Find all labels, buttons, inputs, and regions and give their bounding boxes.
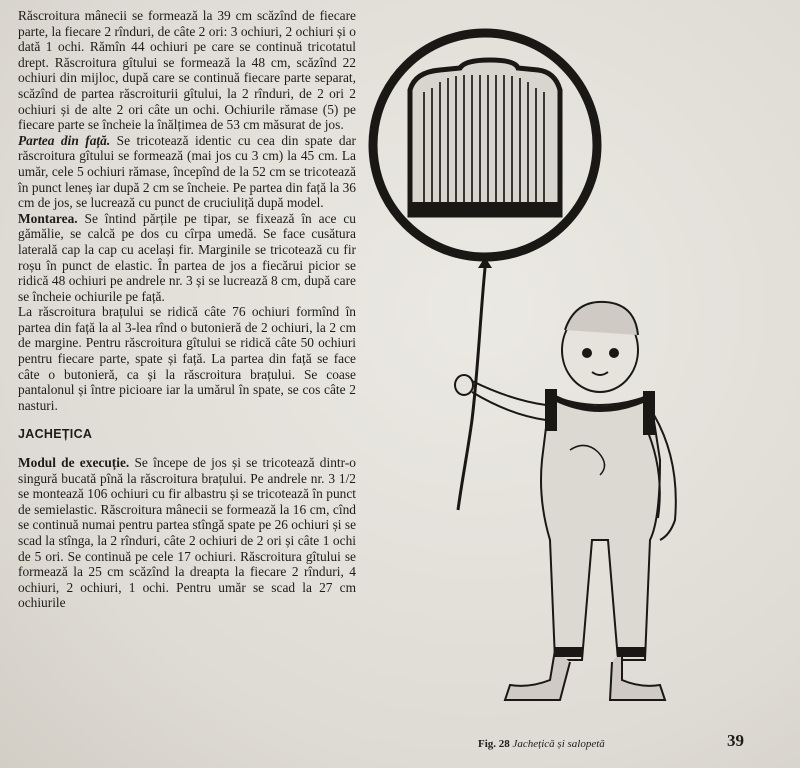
figure-caption-text: Jachețică și salopetă: [512, 738, 605, 750]
jacket-illustration: [410, 60, 560, 215]
figure-illustration: [360, 20, 790, 730]
figure-caption: [478, 738, 605, 750]
paragraph-execution: [18, 455, 356, 611]
text-execution: Se începe de jos și se tricotează dintr-o singură bucată pînă la răscroitura brațului. Pe andrele nr. 3 1/2 se montează 106 ochiuri cu fir albastru și se tricotează în punct de semielastic. Răscroitura mânecii se formează la 16 cm, cînd se continuă numai pentru partea stîngă spate pe 26 ochiuri și se scad la stînga, la 2 rînduri, câte 2 ochiuri de 2 ori și câte 1 ochi de 5 ori. Se continuă pe cele 17 ochiuri. Răscroitura gîtului se formează la 25 cm scăzînd la dreapta la fiecare 2 rînduri, 4 ochiuri, 2 ochiuri, 1 ochi. Pentru umăr se scad la 27 cm ochiurile: [18, 455, 357, 611]
paragraph-assembly: [18, 211, 356, 305]
text-assembly: Se întind părțile pe tipar, se fixează în ace cu gămălie, se calcă pe dos cu cîrpa umedă. Se face cusătura laterală cap la cap cu același fir. Marginile se tricotează cu fir roșu în punct de elastic. În partea de jos a fiecărui picior se ridică 48 ochiuri pe andrele nr. 3 și se lucrează 8 cm, după care se încheie ochiurile pe față.: [18, 210, 356, 304]
lead-front: Partea din față.: [18, 132, 111, 148]
paragraph-armhole: La răscroitura brațului se ridică câte 76 ochiuri formînd în partea din față la al 3-lea rînd o butonieră de 2 ochiuri, la 2 cm de margine. Pentru răscroitura gîtului se ridică câte 50 ochiuri pentru fiecare parte, spate și față. La partea din față se face câte o butonieră, ca și la răscroitura brațului. Se coase pantalonul și între picioare iar la umărul în spate, se cos câte 2 nasturi.: [18, 304, 356, 413]
text-front: Se tricotează identic cu cea din spate dar răscroitura gîtului se formează (mai jos cu 3 cm) la 45 cm. La umăr, cele 5 ochiuri rămase, începînd de la 52 cm se tricotează în punct leneș iar după 2 cm se încheie. Pe partea din față la 36 cm de jos, se lucrează cu punct de cruciuliță după model.: [18, 132, 356, 211]
section-heading: JACHEȚICA: [18, 427, 93, 442]
page-number: 39: [727, 731, 744, 750]
lead-assembly: Montarea.: [18, 210, 78, 226]
article-text-column: [18, 8, 356, 611]
paragraph-sleeve: Răscroitura mânecii se formează la 39 cm scăzînd de fiecare parte, la fiecare 2 rînduri, de câte 2 ori: 3 ochiuri, 2 ochiuri și o dată 1 ochi. Rămîn 44 ochiuri pe care se continuă tricotatul drept. Răscroitura gîtului se formează la 48 cm, scăzînd 22 ochiuri din mijloc, după care se continuă fiecare parte separat, scăzînd de partea răscroiturii gîtului, la 2 rînduri, de 2 ori 2 ochiuri și de alte 2 ori câte un ochi. Ochiurile rămase (5) pe fiecare parte se încheie la înălțimea de 53 cm măsurat de jos.: [18, 8, 356, 133]
paragraph-front: [18, 133, 356, 211]
lead-execution: Modul de execuție.: [18, 455, 130, 471]
figure-number: Fig. 28: [478, 738, 510, 750]
child-illustration: [455, 302, 676, 700]
